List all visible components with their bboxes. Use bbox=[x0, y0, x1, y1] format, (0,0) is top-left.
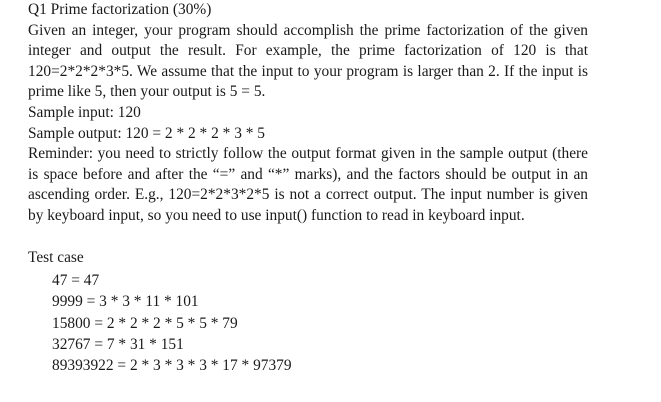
sample-output: Sample output: 120 = 2 * 2 * 2 * 3 * 5 bbox=[28, 124, 265, 142]
question-title: Q1 Prime factorization (30%) bbox=[28, 1, 212, 18]
test-case-line: 32767 = 7 * 31 * 151 bbox=[52, 335, 184, 353]
test-case-heading: Test case bbox=[28, 248, 84, 266]
question-description: Given an integer, your program should accomplish the prime factorization of the given integer and output the result. For example, the prime factorization of 120 is that 120=2*2*2*3*5. We assume that the input to your program is larger than 2. If the input is prime like 5, then your output is 5 = 5. bbox=[28, 21, 588, 101]
test-case-line: 47 = 47 bbox=[52, 272, 100, 290]
test-case-line: 15800 = 2 * 2 * 2 * 5 * 5 * 79 bbox=[52, 314, 238, 332]
document-body bbox=[28, 0, 588, 376]
test-case-line: 89393922 = 2 * 3 * 3 * 3 * 17 * 97379 bbox=[52, 356, 292, 374]
sample-input: Sample input: 120 bbox=[28, 103, 141, 121]
reminder-paragraph: Reminder: you need to strictly follow the output format given in the sample output (there is space before and after the “=” and “*” marks), and the factors should be output in an ascending order. E.g., 120=2*2*3*2*5 is not a correct output. The input number is given by keyboard input, so you need to use input() function to read in keyboard input. bbox=[28, 145, 588, 224]
test-case-line: 9999 = 3 * 3 * 11 * 101 bbox=[52, 293, 199, 311]
test-case-list bbox=[52, 270, 588, 376]
blank-line bbox=[28, 227, 588, 248]
